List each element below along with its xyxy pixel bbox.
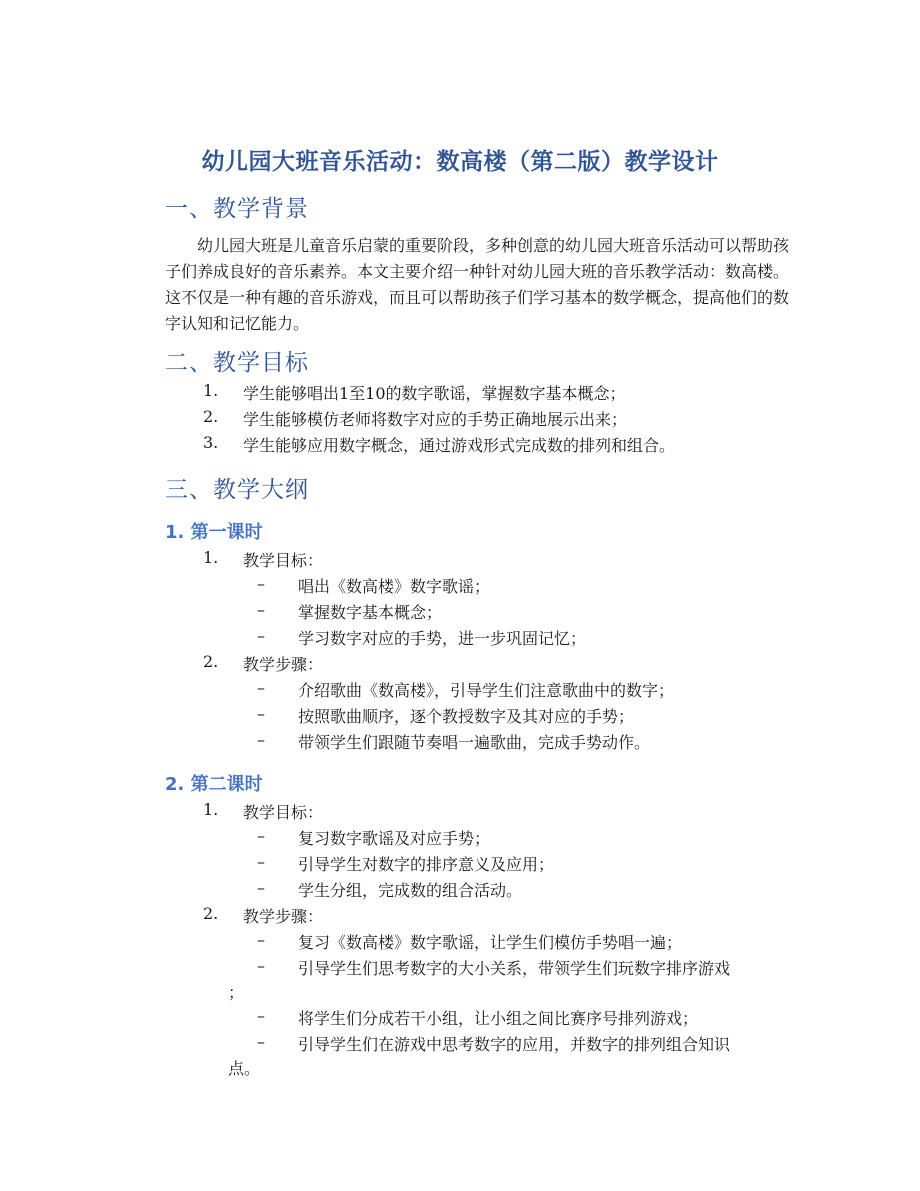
bullet-text: 将学生们分成若干小组，让小组之间比赛序号排列游戏； xyxy=(298,1009,699,1028)
background-paragraph: 幼儿园大班是儿童音乐启蒙的重要阶段，多种创意的幼儿园大班音乐活动可以帮助孩子们养成良好的音乐素养。本文主要介绍一种针对幼儿园大班的音乐教学活动：数高楼。这不仅是一种有趣的音乐游戏，而且可以帮助孩子们学习基本的数学概念，提高他们的数字认知和记忆能力。 xyxy=(165,236,790,333)
bullet-dash: – xyxy=(257,730,265,749)
bullet-dash: – xyxy=(257,704,265,723)
group-label: 教学目标： xyxy=(243,803,324,822)
document-title: 幼儿园大班音乐活动：数高楼（第二版）教学设计 xyxy=(201,149,719,175)
bullet-text-continuation: ； xyxy=(228,983,245,1002)
bullet-text-continuation: 点。 xyxy=(228,1059,261,1078)
goal-text: 学生能够唱出1至10的数字歌谣，掌握数字基本概念； xyxy=(243,384,626,403)
bullet-dash: – xyxy=(257,574,265,593)
bullet-text: 引导学生们思考数字的大小关系，带领学生们玩数字排序游戏 xyxy=(298,959,731,978)
group-label: 教学步骤： xyxy=(243,655,324,674)
bullet-dash: – xyxy=(257,826,265,845)
bullet-text: 按照歌曲顺序，逐个教授数字及其对应的手势； xyxy=(298,707,635,726)
group-number: 2. xyxy=(203,904,219,923)
bullet-dash: – xyxy=(257,956,265,975)
bullet-dash: – xyxy=(257,600,265,619)
bullet-text: 带领学生们跟随节奏唱一遍歌曲，完成手势动作。 xyxy=(298,733,651,752)
group-number: 1. xyxy=(203,548,219,567)
bullet-text: 复习《数高楼》数字歌谣，让学生们模仿手势唱一遍； xyxy=(298,933,683,952)
section-heading-goals: 二、教学目标 xyxy=(165,350,309,376)
section-heading-outline: 三、教学大纲 xyxy=(165,477,309,503)
goal-text: 学生能够应用数字概念，通过游戏形式完成数的排列和组合。 xyxy=(243,436,676,455)
goal-text: 学生能够模仿老师将数字对应的手势正确地展示出来； xyxy=(243,410,628,429)
bullet-text: 介绍歌曲《数高楼》，引导学生们注意歌曲中的数字； xyxy=(298,681,675,700)
goal-number: 2. xyxy=(203,407,219,426)
bullet-text: 学习数字对应的手势，进一步巩固记忆； xyxy=(298,629,587,648)
goal-number: 3. xyxy=(203,433,219,452)
section-heading-background: 一、教学背景 xyxy=(165,196,309,222)
bullet-dash: – xyxy=(257,1032,265,1051)
bullet-dash: – xyxy=(257,626,265,645)
lesson-heading-2: 2. 第二课时 xyxy=(165,774,263,795)
bullet-text: 唱出《数高楼》数字歌谣； xyxy=(298,577,491,596)
bullet-dash: – xyxy=(257,878,265,897)
bullet-dash: – xyxy=(257,678,265,697)
lesson-heading-1: 1. 第一课时 xyxy=(165,522,263,543)
bullet-dash: – xyxy=(257,1006,265,1025)
group-label: 教学步骤： xyxy=(243,907,324,926)
bullet-text: 掌握数字基本概念； xyxy=(298,603,443,622)
bullet-dash: – xyxy=(257,930,265,949)
bullet-text: 学生分组，完成数的组合活动。 xyxy=(298,881,523,900)
goal-number: 1. xyxy=(203,381,219,400)
group-number: 1. xyxy=(203,800,219,819)
bullet-text: 引导学生对数字的排序意义及应用； xyxy=(298,855,555,874)
bullet-text: 复习数字歌谣及对应手势； xyxy=(298,829,491,848)
group-label: 教学目标： xyxy=(243,551,324,570)
bullet-dash: – xyxy=(257,852,265,871)
group-number: 2. xyxy=(203,652,219,671)
bullet-text: 引导学生们在游戏中思考数字的应用，并数字的排列组合知识 xyxy=(298,1035,731,1054)
